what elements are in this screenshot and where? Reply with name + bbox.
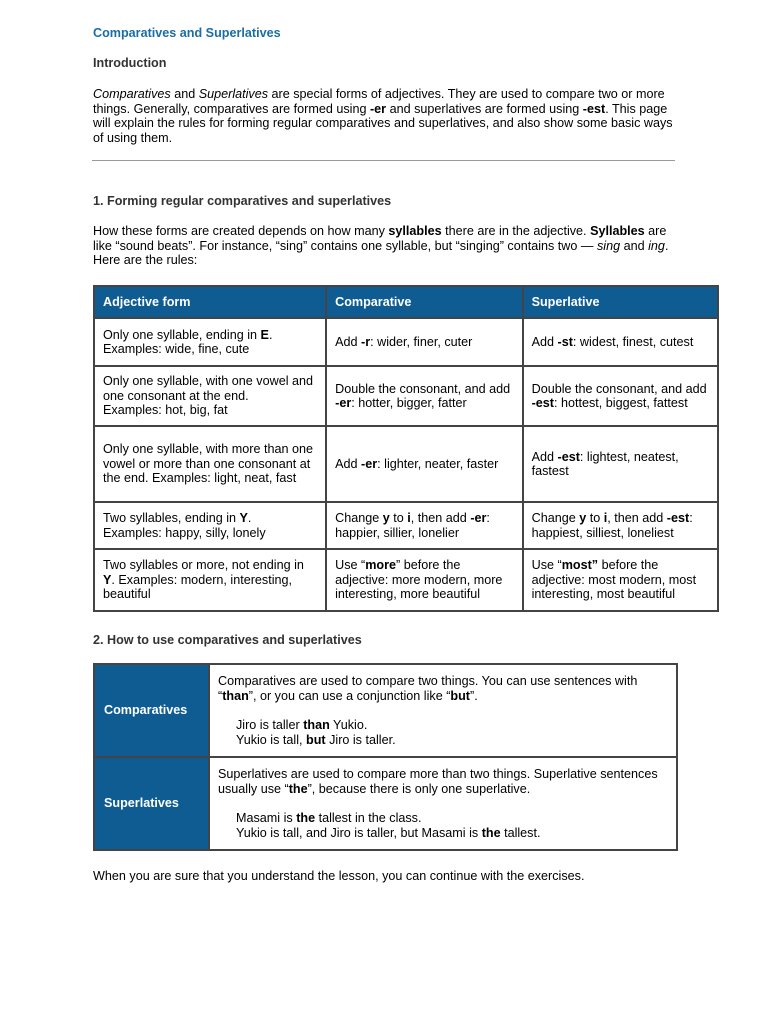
table-cell: Use “more” before the adjective: more modern, more interesting, more beautiful — [327, 550, 521, 610]
row-header: Comparatives — [95, 665, 208, 756]
table-header-row — [95, 287, 717, 317]
section1-heading: 1. Forming regular comparatives and superlatives — [93, 194, 392, 208]
section2-heading: 2. How to use comparatives and superlatives — [93, 633, 362, 647]
section1-paragraph: How these forms are created depends on how many syllables there are in the adjective. Syllables are like “sound beats”. For instance, “sing” contains one syllable, but “singing” contains two — sing and ing. Here are the rules: — [93, 224, 669, 267]
table-cell: Double the consonant, and add -est: hottest, biggest, fattest — [524, 367, 717, 425]
page-title: Comparatives and Superlatives — [93, 26, 281, 40]
table-row — [95, 758, 676, 849]
intro-paragraph: Comparatives and Superlatives are special forms of adjectives. They are used to compare two or more things. Generally, comparatives are formed using -er and superlatives are formed using -est. This page will explain the rules for forming regular comparatives and superlatives, and also show some basic ways of using them. — [93, 87, 673, 145]
rules-table — [93, 285, 719, 612]
table-cell: Two syllables or more, not ending in Y. Examples: modern, interesting, beautiful — [95, 550, 325, 610]
divider — [92, 160, 675, 161]
row-header: Superlatives — [95, 758, 208, 849]
table-cell: Add -er: lighter, neater, faster — [327, 427, 521, 501]
table-cell: Use “most” before the adjective: most modern, most interesting, most beautiful — [524, 550, 717, 610]
example-sentence: Jiro is taller than Yukio. — [236, 718, 368, 732]
table-row — [95, 319, 717, 365]
example-sentence: Masami is the tallest in the class. — [236, 811, 422, 825]
table-row — [95, 503, 717, 548]
table-row — [95, 550, 717, 610]
column-header: Superlative — [524, 287, 717, 317]
table-cell: Change y to i, then add -er: happier, sillier, lonelier — [327, 503, 521, 548]
closing-text: When you are sure that you understand the lesson, you can continue with the exercises. — [93, 869, 585, 883]
table-cell: Only one syllable, with more than one vowel or more than one consonant at the end. Examples: light, neat, fast — [95, 427, 325, 501]
example-sentence: Yukio is tall, and Jiro is taller, but Masami is the tallest. — [236, 825, 541, 840]
column-header: Adjective form — [95, 287, 325, 317]
table-cell: Change y to i, then add -est: happiest, silliest, loneliest — [524, 503, 717, 548]
description: Superlatives are used to compare more than two things. Superlative sentences usually use “the”, because there is only one superlative. — [218, 767, 658, 796]
table-row — [95, 665, 676, 756]
table-row — [95, 367, 717, 425]
table-cell: Add -st: widest, finest, cutest — [524, 319, 717, 365]
table-cell: Double the consonant, and add -er: hotter, bigger, fatter — [327, 367, 521, 425]
table-cell: Two syllables, ending in Y. Examples: happy, silly, lonely — [95, 503, 325, 548]
table-cell: Add -est: lightest, neatest, fastest — [524, 427, 717, 501]
table-cell — [210, 665, 676, 756]
table-cell — [210, 758, 676, 849]
table-cell: Add -r: wider, finer, cuter — [327, 319, 521, 365]
intro-heading: Introduction — [93, 56, 167, 70]
table-row — [95, 427, 717, 501]
description: Comparatives are used to compare two things. You can use sentences with “than”, or you can use a conjunction like “but”. — [218, 674, 638, 703]
column-header: Comparative — [327, 287, 521, 317]
example-sentence: Yukio is tall, but Jiro is taller. — [236, 732, 396, 747]
table-cell: Only one syllable, with one vowel and one consonant at the end. Examples: hot, big, fat — [95, 367, 325, 425]
table-cell: Only one syllable, ending in E. Examples: wide, fine, cute — [95, 319, 325, 365]
usage-table — [93, 663, 678, 851]
